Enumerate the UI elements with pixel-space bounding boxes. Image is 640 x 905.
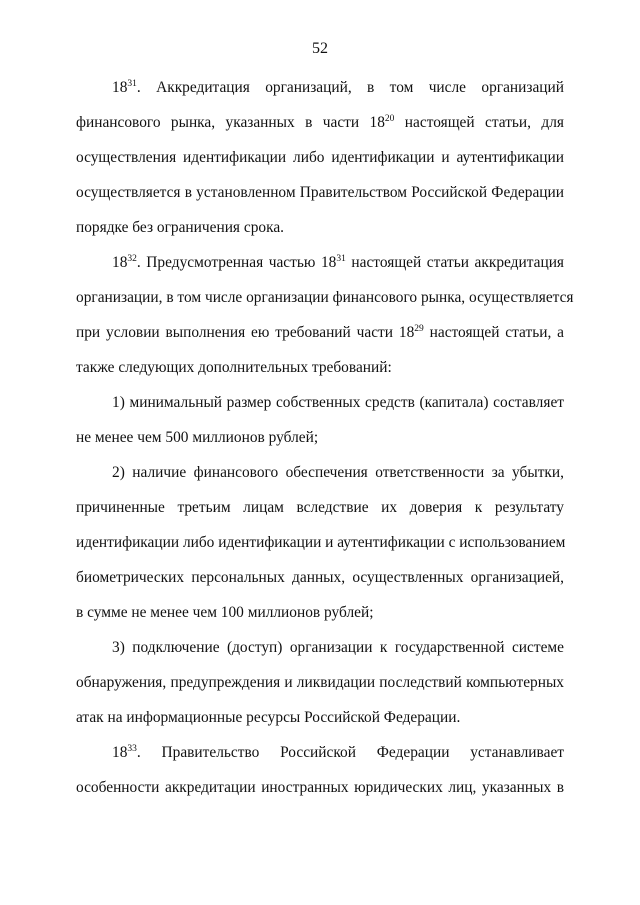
paragraph-5-line-3 xyxy=(76,708,564,728)
superscript-index: 31 xyxy=(336,254,346,264)
superscript-index: 31 xyxy=(127,79,137,89)
page-number: 52 xyxy=(312,40,328,57)
text-run: также следующих дополнительных требований: xyxy=(76,359,392,376)
text-run: в сумме не менее чем 100 миллионов рублей; xyxy=(76,604,374,621)
paragraph-4-line-2 xyxy=(76,498,564,518)
text-run: при условии выполнения ею требований части 18 xyxy=(76,324,415,341)
text-run: . Предусмотренная частью 18 xyxy=(136,254,337,271)
text-run: идентификации либо идентификации и аутентификации с использованием xyxy=(76,534,566,551)
text-run: обнаружения, предупреждения и ликвидации последствий компьютерных xyxy=(76,674,564,691)
text-run: настоящей статьи, а xyxy=(423,324,565,341)
text-run: настоящей статьи, для xyxy=(394,114,565,131)
paragraph-2-line-3 xyxy=(76,323,564,343)
text-run: 18 xyxy=(112,254,128,271)
text-run: порядке без ограничения срока. xyxy=(76,219,285,236)
text-run: . Правительство Российской Федерации устанавливает xyxy=(136,744,564,761)
paragraph-1-line-1 xyxy=(112,78,564,98)
paragraph-2-line-4 xyxy=(76,358,564,378)
text-run: 18 xyxy=(112,744,128,761)
text-run: осуществляется в установленном Правительством Российской Федерации xyxy=(76,184,564,201)
paragraph-5-line-2 xyxy=(76,673,564,693)
text-run: 3) подключение (доступ) организации к государственной системе xyxy=(112,639,564,656)
paragraph-6-line-2 xyxy=(76,778,564,798)
paragraph-1-line-4 xyxy=(76,183,564,203)
text-run: особенности аккредитации иностранных юридических лиц, указанных в xyxy=(76,779,564,796)
paragraph-3-line-1 xyxy=(112,393,564,413)
paragraph-6-line-1 xyxy=(112,743,564,763)
text-run: осуществления идентификации либо идентификации и аутентификации xyxy=(76,149,564,166)
superscript-index: 32 xyxy=(127,254,137,264)
superscript-index: 29 xyxy=(414,324,424,334)
superscript-index: 20 xyxy=(384,114,395,124)
paragraph-1-line-2 xyxy=(76,113,564,133)
paragraph-3-line-2 xyxy=(76,428,564,448)
text-run: финансового рынка, указанных в части 18 xyxy=(76,114,385,131)
text-run: организации, в том числе организации финансового рынка, осуществляется xyxy=(76,289,574,306)
text-run: биометрических персональных данных, осуществленных организацией, xyxy=(76,569,564,586)
paragraph-2-line-2 xyxy=(76,288,574,308)
text-run: причиненные третьим лицам вследствие их доверия к результату xyxy=(76,499,564,516)
paragraph-4-line-1 xyxy=(112,463,564,483)
text-run: 2) наличие финансового обеспечения ответственности за убытки, xyxy=(112,464,564,481)
paragraph-5-line-1 xyxy=(112,638,564,658)
paragraph-1-line-5 xyxy=(76,218,564,238)
text-run: . Аккредитация организаций, в том числе организаций xyxy=(136,79,564,96)
paragraph-4-line-5 xyxy=(76,603,564,623)
paragraph-2-line-1 xyxy=(112,253,564,273)
text-run: настоящей статьи аккредитация xyxy=(345,254,565,271)
text-run: атак на информационные ресурсы Российской Федерации. xyxy=(76,709,461,726)
text-run: 18 xyxy=(112,79,128,96)
superscript-index: 33 xyxy=(127,744,137,754)
paragraph-4-line-4 xyxy=(76,568,564,588)
text-run: 1) минимальный размер собственных средств (капитала) составляет xyxy=(112,394,564,411)
paragraph-4-line-3 xyxy=(76,533,564,553)
text-run: не менее чем 500 миллионов рублей; xyxy=(76,429,319,446)
paragraph-1-line-3 xyxy=(76,148,564,168)
